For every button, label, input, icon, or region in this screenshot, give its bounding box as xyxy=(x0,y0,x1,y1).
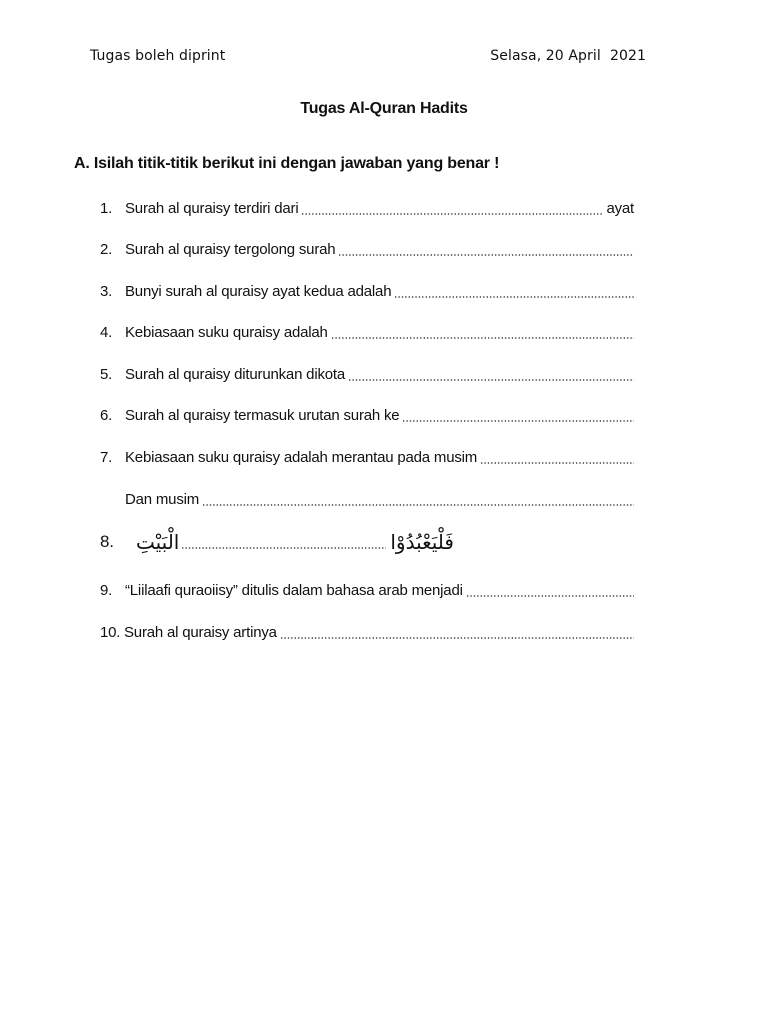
question-number: 10. xyxy=(100,623,121,641)
question-text: Surah al quraisy diturunkan dikota xyxy=(125,365,346,383)
section-instruction: A. Isilah titik-titik berikut ini dengan jawaban yang benar ! xyxy=(74,155,500,172)
question-number: 5. xyxy=(100,365,113,383)
question-text: Surah al quraisy termasuk urutan surah ke xyxy=(125,406,400,424)
question-1 xyxy=(100,196,634,220)
question-text: Kebiasaan suku quraisy adalah xyxy=(125,323,328,341)
question-9 xyxy=(100,578,634,602)
question-suffix: ayat xyxy=(606,199,634,217)
question-5 xyxy=(100,362,634,386)
question-3 xyxy=(100,279,634,303)
question-7-continuation xyxy=(100,487,634,511)
question-8 xyxy=(100,530,480,554)
answer-blank[interactable] xyxy=(202,504,634,506)
answer-blank[interactable] xyxy=(301,213,603,215)
question-text: Dan musim xyxy=(125,490,200,508)
page-title: Tugas Al-Quran Hadits xyxy=(300,100,468,117)
question-text: Surah al quraisy artinya xyxy=(124,623,277,641)
header-note: Tugas boleh diprint xyxy=(90,48,226,64)
answer-blank[interactable] xyxy=(280,637,634,639)
arabic-text-right: فَلْيَعْبُدُوْا xyxy=(390,530,454,554)
question-text: “Liilaafi quraoiisy” ditulis dalam bahasa arab menjadi xyxy=(125,581,463,599)
answer-blank[interactable] xyxy=(394,296,634,298)
answer-blank[interactable] xyxy=(466,595,634,597)
question-7 xyxy=(100,445,634,469)
question-10 xyxy=(100,620,634,644)
question-text: Bunyi surah al quraisy ayat kedua adalah xyxy=(125,282,392,300)
question-text: Kebiasaan suku quraisy adalah merantau pada musim xyxy=(125,448,478,466)
question-6 xyxy=(100,403,634,427)
question-number: 8. xyxy=(100,532,114,551)
answer-blank[interactable] xyxy=(331,337,634,339)
question-text: Surah al quraisy tergolong surah xyxy=(125,240,336,258)
header-date: Selasa, 20 April 2021 xyxy=(490,48,646,64)
question-number: 3. xyxy=(100,282,113,300)
question-number: 6. xyxy=(100,406,113,424)
question-4 xyxy=(100,320,634,344)
question-2 xyxy=(100,237,634,261)
question-number: 1. xyxy=(100,199,113,217)
answer-blank[interactable] xyxy=(338,254,634,256)
answer-blank[interactable] xyxy=(480,462,634,464)
question-number: 2. xyxy=(100,240,113,258)
arabic-text-left: الْبَيْتِ xyxy=(136,530,180,554)
question-number: 4. xyxy=(100,323,113,341)
question-number: 9. xyxy=(100,581,113,599)
answer-blank[interactable] xyxy=(181,547,386,549)
question-text: Surah al quraisy terdiri dari xyxy=(125,199,299,217)
answer-blank[interactable] xyxy=(348,379,634,381)
question-number: 7. xyxy=(100,448,113,466)
answer-blank[interactable] xyxy=(402,420,634,422)
